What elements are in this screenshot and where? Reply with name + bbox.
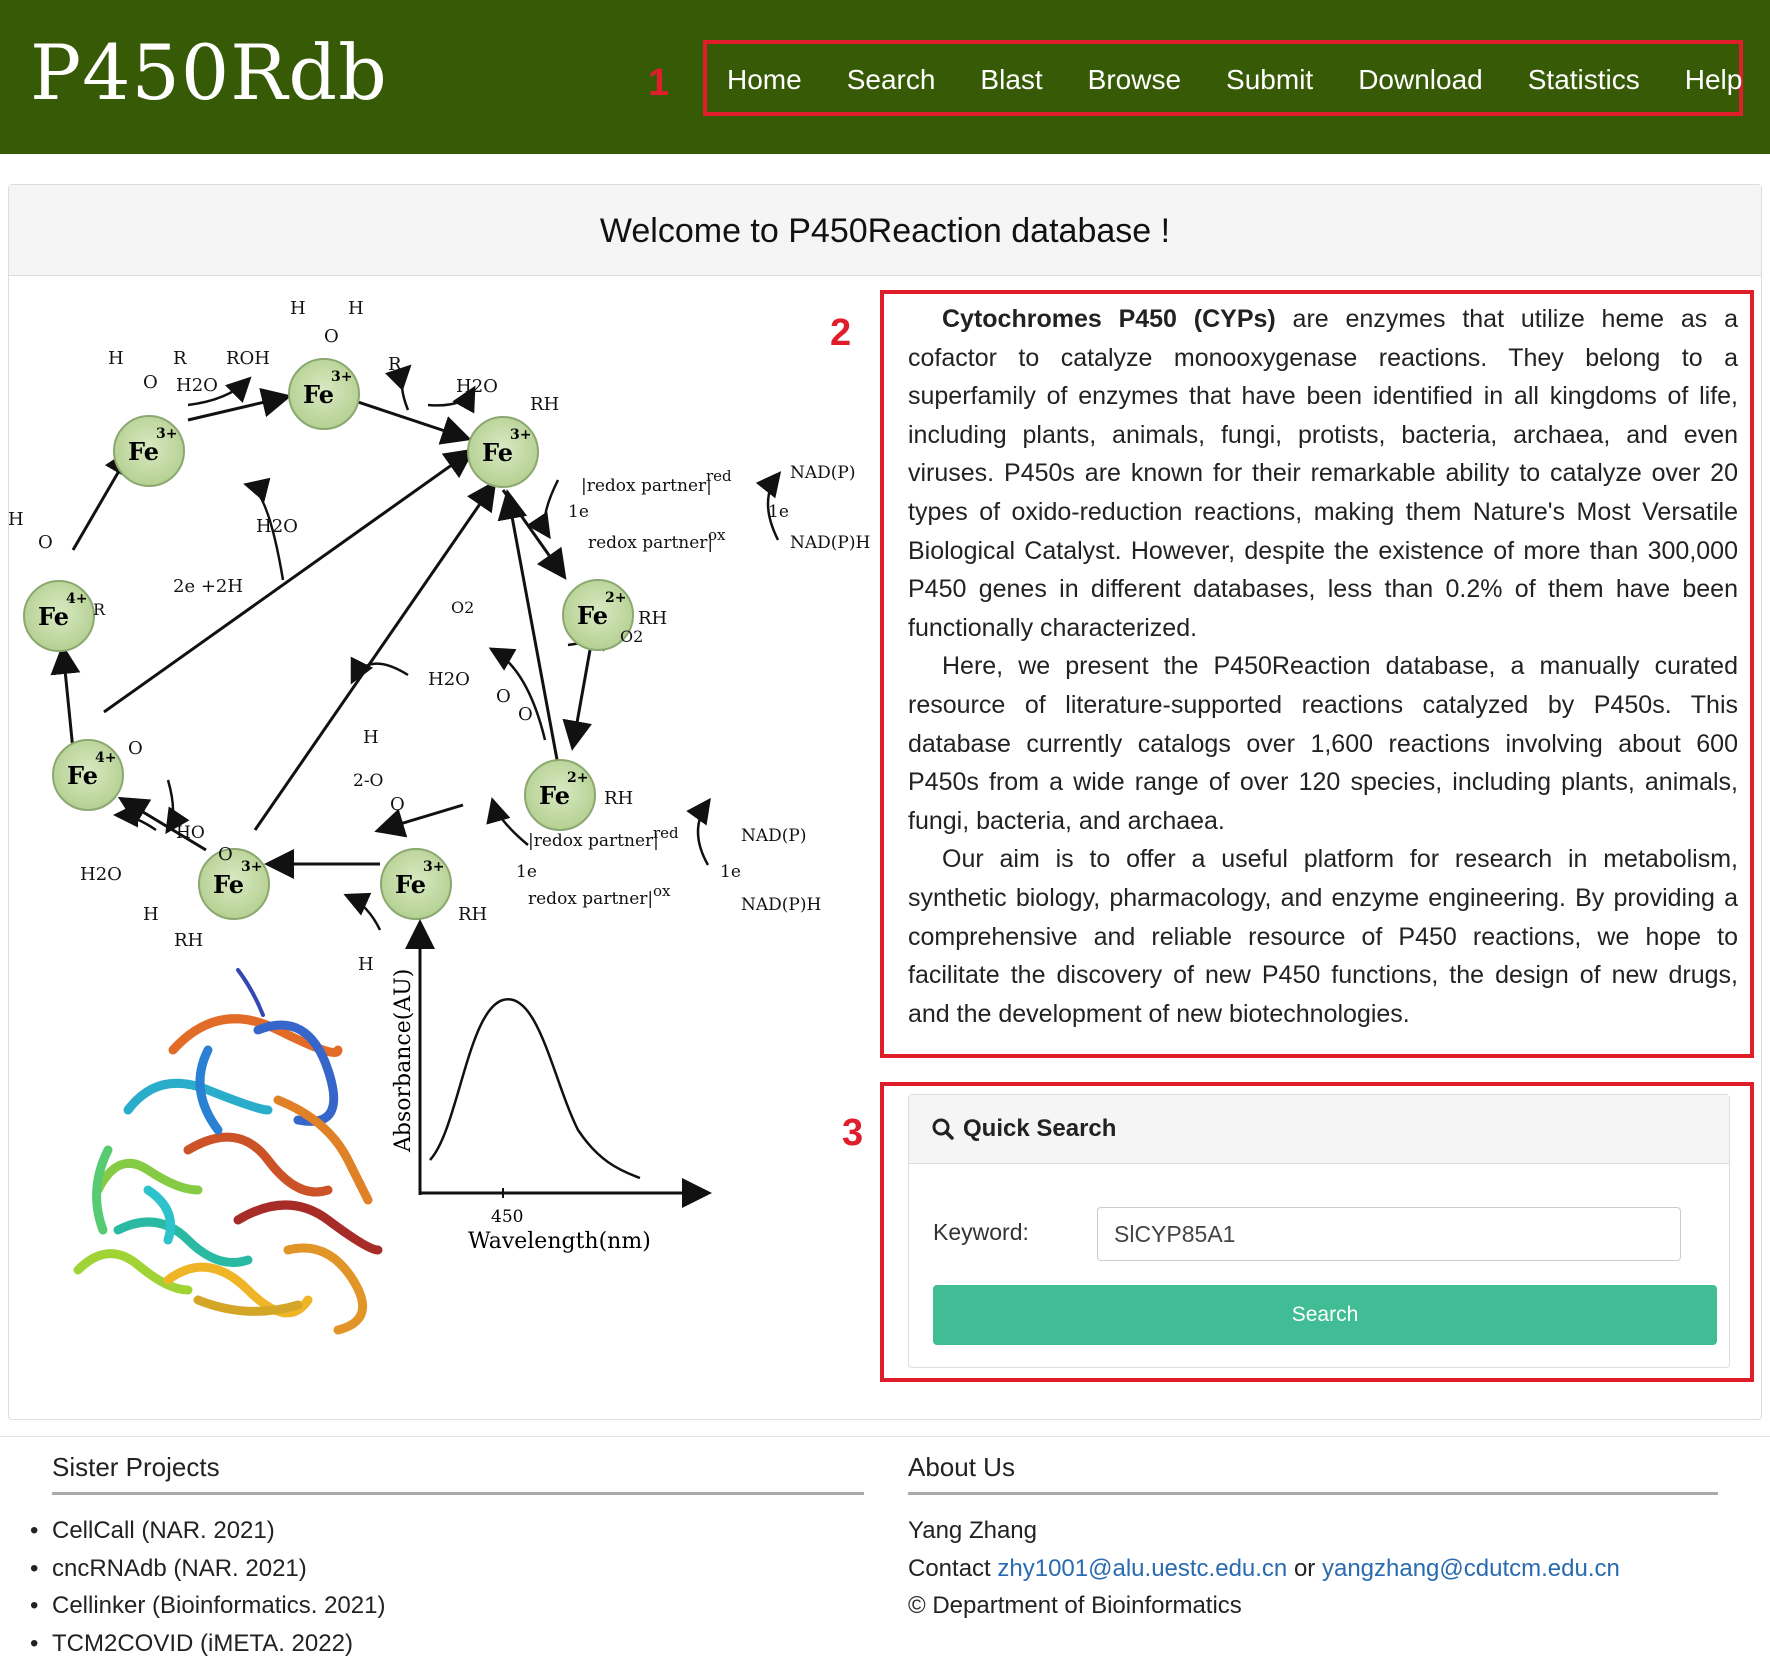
svg-text:3+: 3+ <box>156 426 178 442</box>
sister-project-item[interactable]: • cncRNAdb (NAR. 2021) <box>30 1550 385 1588</box>
quick-search-title: Quick Search <box>963 1115 1117 1142</box>
svg-text:O: O <box>38 532 53 553</box>
svg-text:Fe: Fe <box>67 761 98 790</box>
svg-text:O: O <box>324 326 339 347</box>
x-axis-label: Wavelength(nm) <box>468 1229 651 1254</box>
svg-text:O: O <box>143 372 158 393</box>
svg-text:H: H <box>363 727 379 748</box>
svg-text:RH: RH <box>530 394 560 415</box>
svg-text:ox: ox <box>653 882 671 900</box>
svg-text:ox: ox <box>708 526 726 544</box>
absorbance-spectrum <box>391 925 706 1254</box>
about-us-rule <box>908 1492 1718 1495</box>
svg-text:3+: 3+ <box>510 427 532 443</box>
svg-text:HO: HO <box>176 823 205 843</box>
nav-submit[interactable]: Submit <box>1226 64 1314 95</box>
svg-text:3+: 3+ <box>241 859 263 875</box>
sister-project-item[interactable]: • CellCall (NAR. 2021) <box>30 1512 385 1550</box>
svg-text:Fe: Fe <box>395 870 426 899</box>
svg-text:O: O <box>518 704 533 725</box>
svg-text:H: H <box>358 954 374 975</box>
keyword-label: Keyword: <box>933 1219 1029 1245</box>
nav-download[interactable]: Download <box>1358 64 1483 95</box>
peak-label: 450 <box>491 1207 524 1227</box>
svg-text:O2: O2 <box>451 598 475 617</box>
svg-text:H: H <box>143 904 159 925</box>
svg-text:Fe: Fe <box>577 601 608 630</box>
svg-text:RH: RH <box>174 930 204 951</box>
svg-text:Fe: Fe <box>303 380 334 409</box>
svg-text:1e: 1e <box>768 502 789 522</box>
sister-projects-list <box>30 1512 385 1662</box>
svg-text:NAD(P): NAD(P) <box>741 826 807 846</box>
svg-text:Fe: Fe <box>213 870 244 899</box>
svg-text:Fe: Fe <box>539 781 570 810</box>
author-name: Yang Zhang <box>908 1517 1037 1544</box>
svg-text:2+: 2+ <box>605 590 627 606</box>
svg-text:O: O <box>128 738 143 759</box>
keyword-input[interactable]: SlCYP85A1 <box>1097 1207 1681 1261</box>
svg-text:red: red <box>706 467 732 485</box>
svg-text:|redox partner|: |redox partner| <box>528 831 659 851</box>
svg-text:ROH: ROH <box>226 348 271 369</box>
marker-2: 2 <box>830 312 852 354</box>
nav-help[interactable]: Help <box>1684 64 1743 95</box>
svg-text:3+: 3+ <box>331 369 353 385</box>
side-arrows <box>118 368 778 930</box>
marker-3: 3 <box>842 1112 864 1154</box>
absorbance-curve <box>430 999 640 1178</box>
svg-text:red: red <box>653 824 679 842</box>
svg-text:2e +2H: 2e +2H <box>173 576 244 597</box>
sister-project-item[interactable]: • Cellinker (Bioinformatics. 2021) <box>30 1587 385 1625</box>
site-logo[interactable]: P450Rdb <box>30 28 388 117</box>
svg-text:1e: 1e <box>568 502 589 522</box>
svg-text:O: O <box>218 844 233 865</box>
svg-text:H2O: H2O <box>428 669 470 690</box>
quick-search-header <box>909 1095 1729 1164</box>
svg-text:R: R <box>173 348 187 369</box>
contact-line: Contact zhy1001@alu.uestc.edu.cn or yangzhang@cdutcm.edu.cn <box>908 1554 1620 1582</box>
y-axis-label: Absorbance(AU) <box>391 968 416 1152</box>
svg-text:4+: 4+ <box>66 591 88 607</box>
main-nav <box>727 56 1742 104</box>
sister-projects-title: Sister Projects <box>52 1452 220 1482</box>
search-button[interactable]: Search <box>933 1285 1717 1345</box>
svg-text:NAD(P)H: NAD(P)H <box>741 895 822 915</box>
intro-paragraph-3: Our aim is to offer a useful platform for research in metabolism, synthetic biology, pharmacology, and enzyme engineering. By providing a comprehensive and reliable resource of P450 reactions, we hope to facilitate the discovery of new P450 functions, the design of new drugs, and the development of new biotechnologies. <box>908 845 1738 1028</box>
p450-cycle-figure <box>8 290 878 1370</box>
svg-text:NAD(P): NAD(P) <box>790 463 856 483</box>
nav-blast[interactable]: Blast <box>980 64 1043 95</box>
department-credit: © Department of Bioinformatics <box>908 1592 1242 1619</box>
intro-paragraph-2: Here, we present the P450Reaction database, a manually curated resource of literature-supported reactions catalyzed by P450s. This database currently catalogs over 1,600 reactions involving about 600 P450s from a wide range of over 120 species, including plants, animals, fungi, bacteria, and archaea. <box>908 652 1738 835</box>
svg-text:RH: RH <box>458 904 488 925</box>
nav-browse[interactable]: Browse <box>1087 64 1182 95</box>
about-us-info <box>908 1512 1620 1625</box>
sister-project-item[interactable]: • TCM2COVID (iMETA. 2022) <box>30 1625 385 1663</box>
marker-1: 1 <box>648 62 670 104</box>
svg-text:Fe: Fe <box>482 438 513 467</box>
svg-text:redox partner|: redox partner| <box>588 533 714 553</box>
svg-text:O: O <box>390 794 405 815</box>
nav-statistics[interactable]: Statistics <box>1527 64 1640 95</box>
svg-text:1e: 1e <box>516 862 537 882</box>
intro-text <box>908 300 1738 1033</box>
svg-text:3+: 3+ <box>423 859 445 875</box>
panel-title: Welcome to P450Reaction database ! <box>9 185 1761 276</box>
svg-text:H: H <box>348 298 364 319</box>
sister-projects-rule <box>52 1492 864 1495</box>
svg-text:H: H <box>108 348 124 369</box>
svg-text:NAD(P)H: NAD(P)H <box>790 533 871 553</box>
search-icon <box>931 1117 955 1141</box>
intro-bold-lead: Cytochromes P450 (CYPs) <box>942 305 1276 333</box>
svg-text:2-O: 2-O <box>353 771 384 791</box>
svg-text:RH: RH <box>604 788 634 809</box>
email-link-2[interactable]: yangzhang@cdutcm.edu.cn <box>1321 1554 1620 1582</box>
svg-text:RH: RH <box>638 608 668 629</box>
svg-text:H2O: H2O <box>80 864 122 885</box>
nav-search[interactable]: Search <box>846 64 936 95</box>
intro-paragraph-1: Cytochromes P450 (CYPs) are enzymes that utilize heme as a cofactor to catalyze monooxygenase reactions. They belong to a superfamily of enzymes that have been identified in all kingdoms of life, including plants, animals, fungi, protists, bacteria, archaea, and even viruses. P450s are known for their remarkable ability to catalyze over 20 types of oxido-reduction reactions, making them Nature's Most Versatile Biological Catalyst. However, despite the existence of more than 300,000 P450 genes in different databases, less than 0.2% of them have been functionally characterized. <box>908 305 1738 642</box>
svg-text:H2O: H2O <box>176 375 218 396</box>
svg-text:H2O: H2O <box>256 516 298 537</box>
svg-text:redox partner|: redox partner| <box>528 889 654 909</box>
protein-structure <box>78 970 378 1330</box>
svg-text:R: R <box>388 354 402 375</box>
svg-text:H: H <box>8 509 24 530</box>
about-us-title: About Us <box>908 1452 1015 1482</box>
svg-text:H: H <box>290 298 306 319</box>
svg-text:1e: 1e <box>720 862 741 882</box>
svg-text:R: R <box>93 600 106 619</box>
footer-divider <box>0 1436 1770 1437</box>
quick-search-panel <box>908 1094 1730 1368</box>
svg-text:O2: O2 <box>620 627 644 646</box>
svg-text:H2O: H2O <box>456 376 498 397</box>
nav-home[interactable]: Home <box>727 64 802 95</box>
email-link-1[interactable]: zhy1001@alu.uestc.edu.cn <box>997 1554 1288 1582</box>
svg-text:2+: 2+ <box>567 770 589 786</box>
svg-text:Fe: Fe <box>128 437 159 466</box>
svg-text:Fe: Fe <box>38 602 69 631</box>
svg-text:O: O <box>496 686 511 707</box>
svg-text:4+: 4+ <box>95 750 117 766</box>
svg-text:|redox partner|: |redox partner| <box>581 476 712 496</box>
